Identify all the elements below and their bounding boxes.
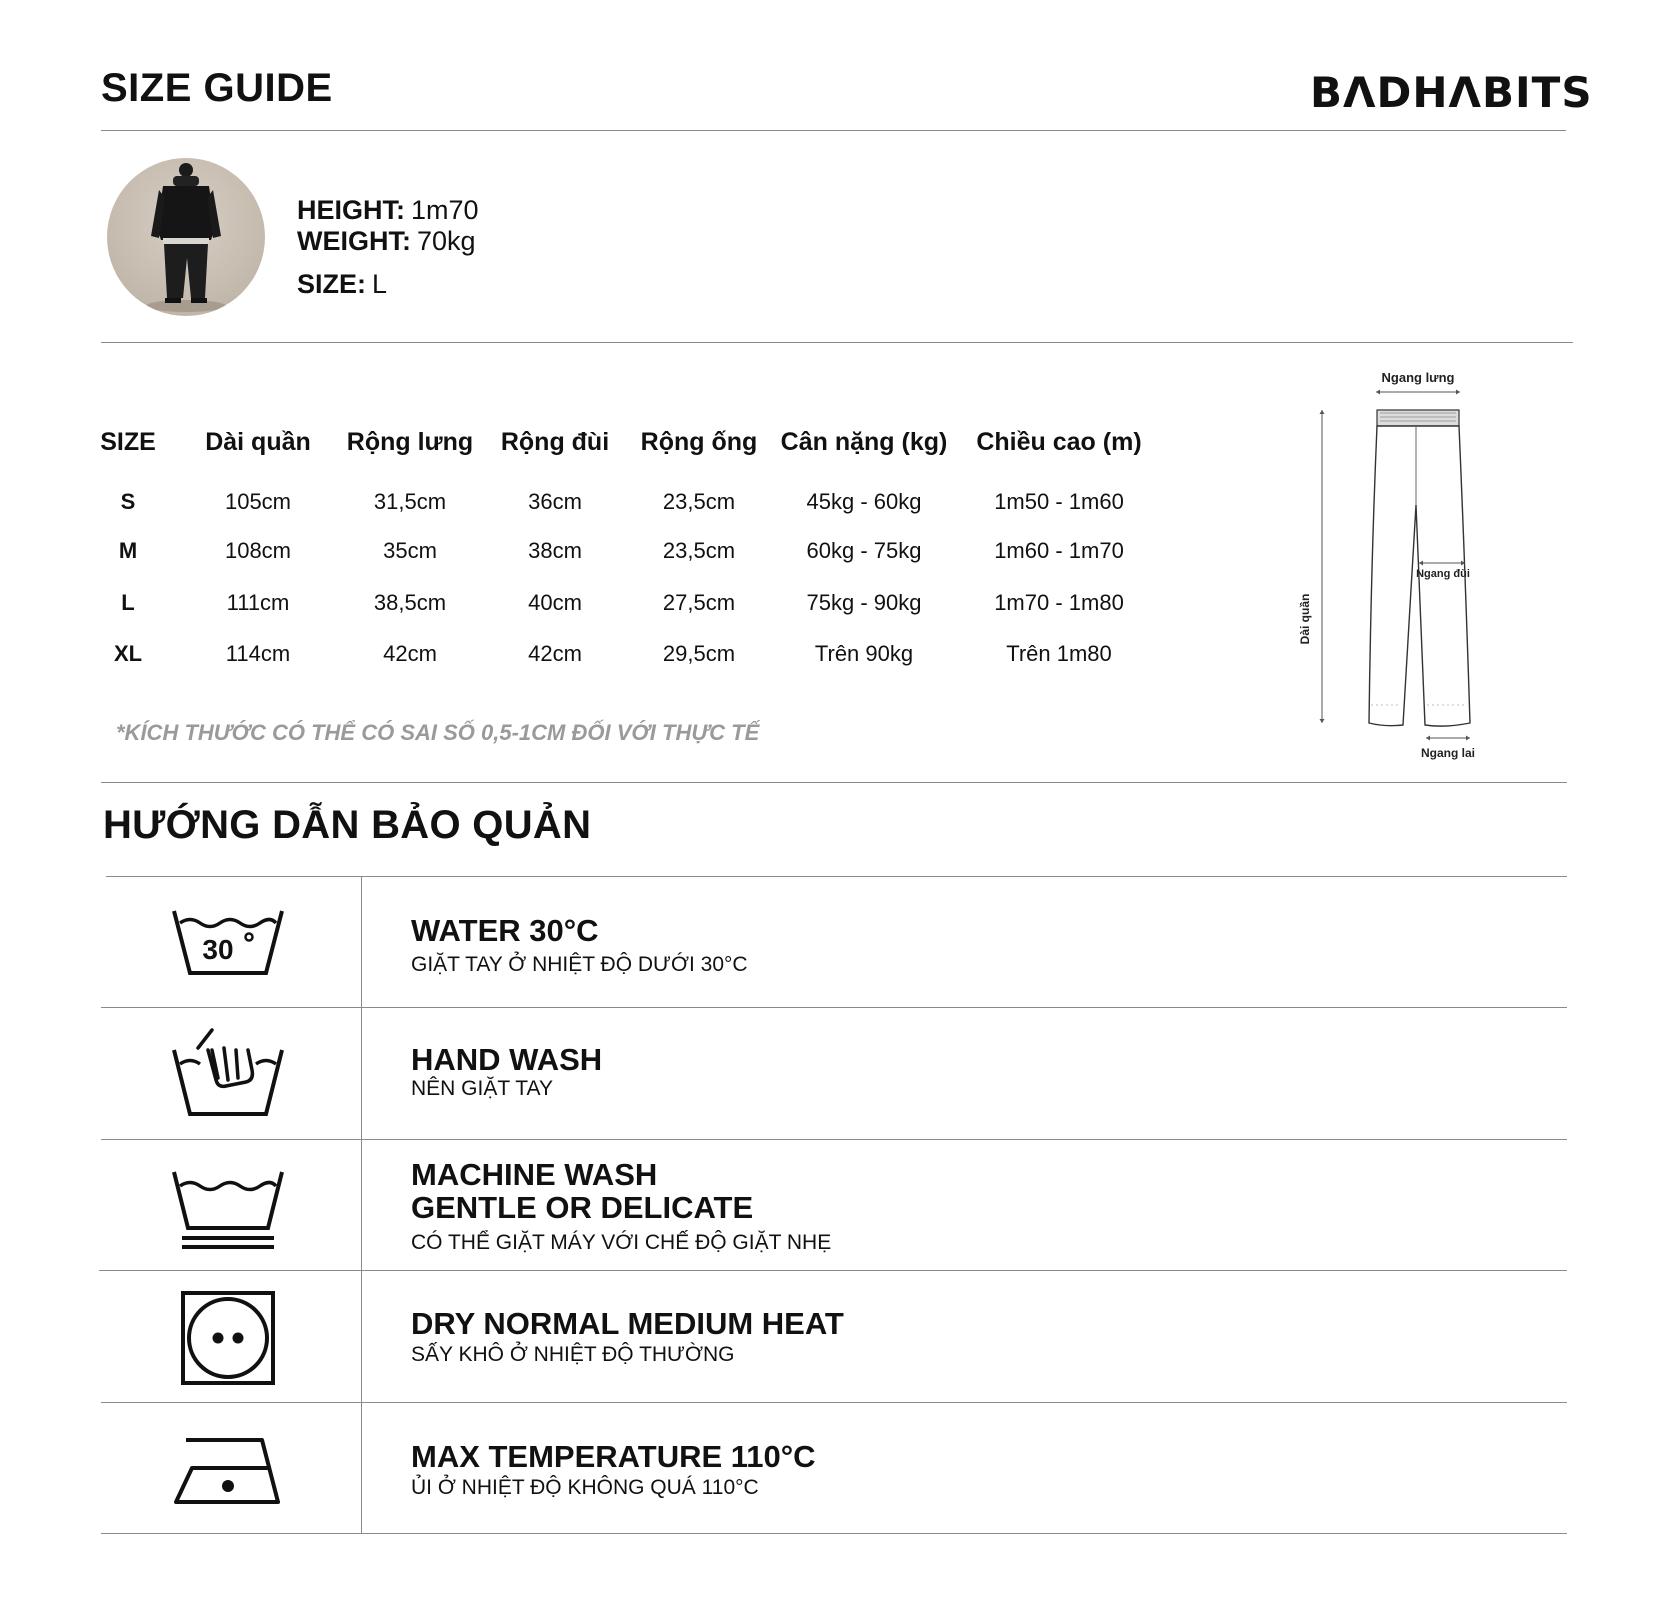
care-table-top-rule <box>106 876 1567 877</box>
height-value: 1m70 <box>411 195 479 225</box>
table-cell: Trên 1m80 <box>1006 641 1112 666</box>
table-cell: 38cm <box>528 538 582 563</box>
care-item-subtitle: GIẶT TAY Ở NHIỆT ĐỘ DƯỚI 30°C <box>411 953 748 976</box>
table-cell: 29,5cm <box>662 641 736 666</box>
table-cell: 38,5cm <box>373 590 447 615</box>
table-cell: 23,5cm <box>662 538 736 563</box>
model-weight <box>297 226 476 257</box>
care-item-subtitle: CÓ THỂ GIẶT MÁY VỚI CHẾ ĐỘ GIẶT NHẸ <box>411 1231 832 1254</box>
table-cell: 75kg - 90kg <box>806 590 922 615</box>
model-figure-icon <box>107 158 265 316</box>
model-size <box>297 269 387 300</box>
model-avatar <box>107 158 265 316</box>
table-cell: L <box>121 590 135 615</box>
table-cell: XL <box>113 641 143 666</box>
table-cell: 114cm <box>225 641 291 666</box>
table-cell: 42cm <box>383 641 437 666</box>
care-item-subtitle: ỦI Ở NHIỆT ĐỘ KHÔNG QUÁ 110°C <box>411 1476 759 1499</box>
length-label: Dài quần <box>1298 593 1312 645</box>
care-item-title: MACHINE WASH <box>411 1157 658 1192</box>
table-cell: 108cm <box>224 538 292 563</box>
table-cell: 31,5cm <box>373 489 447 514</box>
care-item-subtitle: SẤY KHÔ Ở NHIỆT ĐỘ THƯỜNG <box>411 1343 735 1366</box>
height-label: HEIGHT: <box>297 195 405 225</box>
care-row-divider <box>99 1270 1567 1271</box>
col-header-length: Dài quần <box>205 428 311 456</box>
table-cell: 60kg - 75kg <box>806 538 922 563</box>
table-cell: 23,5cm <box>662 489 736 514</box>
col-header-size: SIZE <box>100 428 156 456</box>
table-cell: 35cm <box>383 538 437 563</box>
pants-measurement-diagram <box>1285 365 1505 765</box>
care-item-title: MAX TEMPERATURE 110°C <box>411 1439 816 1474</box>
size-value: L <box>372 269 388 299</box>
care-row-divider <box>101 1139 1567 1140</box>
weight-value: 70kg <box>417 226 476 256</box>
care-title: HƯỚNG DẪN BẢO QUẢN <box>103 803 592 847</box>
table-cell: 42cm <box>528 641 582 666</box>
table-cell: 45kg - 60kg <box>806 489 922 514</box>
table-cell: M <box>118 538 138 563</box>
thigh-label: Ngang đùi <box>1416 568 1470 580</box>
table-cell: 111cm <box>226 590 290 615</box>
care-table-bottom-rule <box>101 1533 1567 1534</box>
model-height <box>297 195 479 226</box>
care-item-subtitle: NÊN GIẶT TAY <box>411 1077 553 1100</box>
header-divider <box>101 130 1566 131</box>
col-header-weight: Cân nặng (kg) <box>780 428 948 456</box>
hand-wash-icon <box>168 1020 288 1120</box>
wash-30-icon <box>168 901 288 1001</box>
iron-low-icon <box>168 1420 288 1520</box>
size-tolerance-note: *KÍCH THƯỚC CÓ THỂ CÓ SAI SỐ 0,5-1CM ĐỐI VỚI THỰC TẾ <box>116 720 760 745</box>
table-cell: 1m70 - 1m80 <box>994 590 1124 615</box>
waist-label: Ngang lưng <box>1381 370 1455 385</box>
table-cell: 1m50 - 1m60 <box>994 489 1124 514</box>
model-divider <box>101 342 1573 343</box>
care-row-divider <box>101 1402 1567 1403</box>
care-item-title-line2: GENTLE OR DELICATE <box>411 1190 754 1225</box>
tumble-dry-medium-icon <box>168 1289 288 1389</box>
table-cell: 1m60 - 1m70 <box>994 538 1124 563</box>
care-row-divider <box>101 1007 1567 1008</box>
brand-logo: BΛDHΛBITS <box>1310 68 1593 117</box>
care-item-title: DRY NORMAL MEDIUM HEAT <box>411 1306 844 1341</box>
col-header-waist: Rộng lưng <box>346 428 474 456</box>
table-cell: 27,5cm <box>662 590 736 615</box>
page-title: SIZE GUIDE <box>101 66 333 110</box>
machine-wash-delicate-icon <box>168 1164 288 1264</box>
table-cell: Trên 90kg <box>814 641 914 666</box>
table-cell: 105cm <box>224 489 292 514</box>
table-cell: S <box>120 489 136 514</box>
size-divider <box>101 782 1567 783</box>
hem-label: Ngang lai <box>1420 746 1476 760</box>
table-cell: 40cm <box>528 590 582 615</box>
weight-label: WEIGHT: <box>297 226 411 256</box>
wash-temp-label: 30 <box>202 934 234 965</box>
size-label: SIZE: <box>297 269 367 299</box>
table-cell: 36cm <box>528 489 582 514</box>
care-column-divider <box>361 876 362 1534</box>
col-header-height: Chiều cao (m) <box>976 428 1142 456</box>
col-header-leg-opening: Rộng ống <box>640 428 758 456</box>
col-header-thigh: Rộng đùi <box>500 428 610 456</box>
care-item-title: WATER 30°C <box>411 913 599 948</box>
care-item-title: HAND WASH <box>411 1042 603 1077</box>
